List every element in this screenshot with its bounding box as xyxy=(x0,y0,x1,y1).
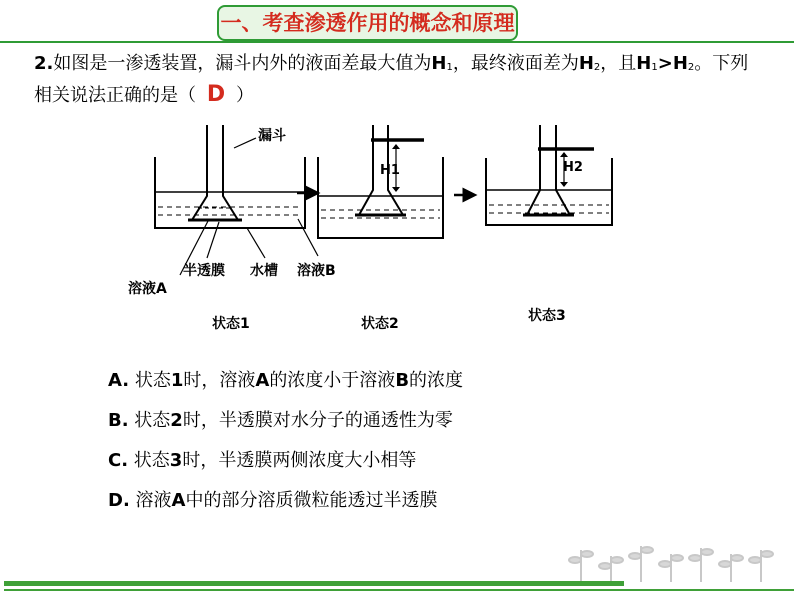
state2-label: 状态2 xyxy=(361,316,399,332)
state1-label: 状态1 xyxy=(212,316,250,332)
funnel-label: 漏斗 xyxy=(258,128,286,144)
sprout-decoration-icon xyxy=(566,542,788,582)
tank-label: 水槽 xyxy=(250,263,278,279)
option-a: A. 状态1时，溶液A的浓度小于溶液B的浓度 xyxy=(108,370,464,391)
solution-a-label: 溶液A xyxy=(128,281,167,297)
state3-apparatus xyxy=(486,125,612,225)
question-text: 2.如图是一渗透装置，漏斗内外的液面差最大值为$H_1$，最终液面差为$H_2$，且$H_1>H_2$。下列相关说法正确的是（ D ） xyxy=(34,53,749,107)
state2-apparatus xyxy=(318,125,443,238)
state1-apparatus xyxy=(155,125,318,275)
h1-label: H1 xyxy=(380,163,400,178)
h2-label: H2 xyxy=(563,160,583,175)
membrane-label: 半透膜 xyxy=(183,263,225,279)
option-d: D. 溶液A中的部分溶质微粒能透过半透膜 xyxy=(108,490,438,511)
state3-label: 状态3 xyxy=(528,308,566,324)
option-b: B. 状态2时，半透膜对水分子的通透性为零 xyxy=(108,410,453,431)
section-title: 一、考查渗透作用的概念和原理 xyxy=(217,5,518,41)
question-number: 2. xyxy=(34,53,54,74)
solution-b-label: 溶液B xyxy=(297,263,336,279)
footer-bar xyxy=(4,581,624,586)
answer-letter: D xyxy=(206,82,226,107)
option-c: C. 状态3时，半透膜两侧浓度大小相等 xyxy=(108,450,417,471)
footer-line xyxy=(4,589,794,591)
